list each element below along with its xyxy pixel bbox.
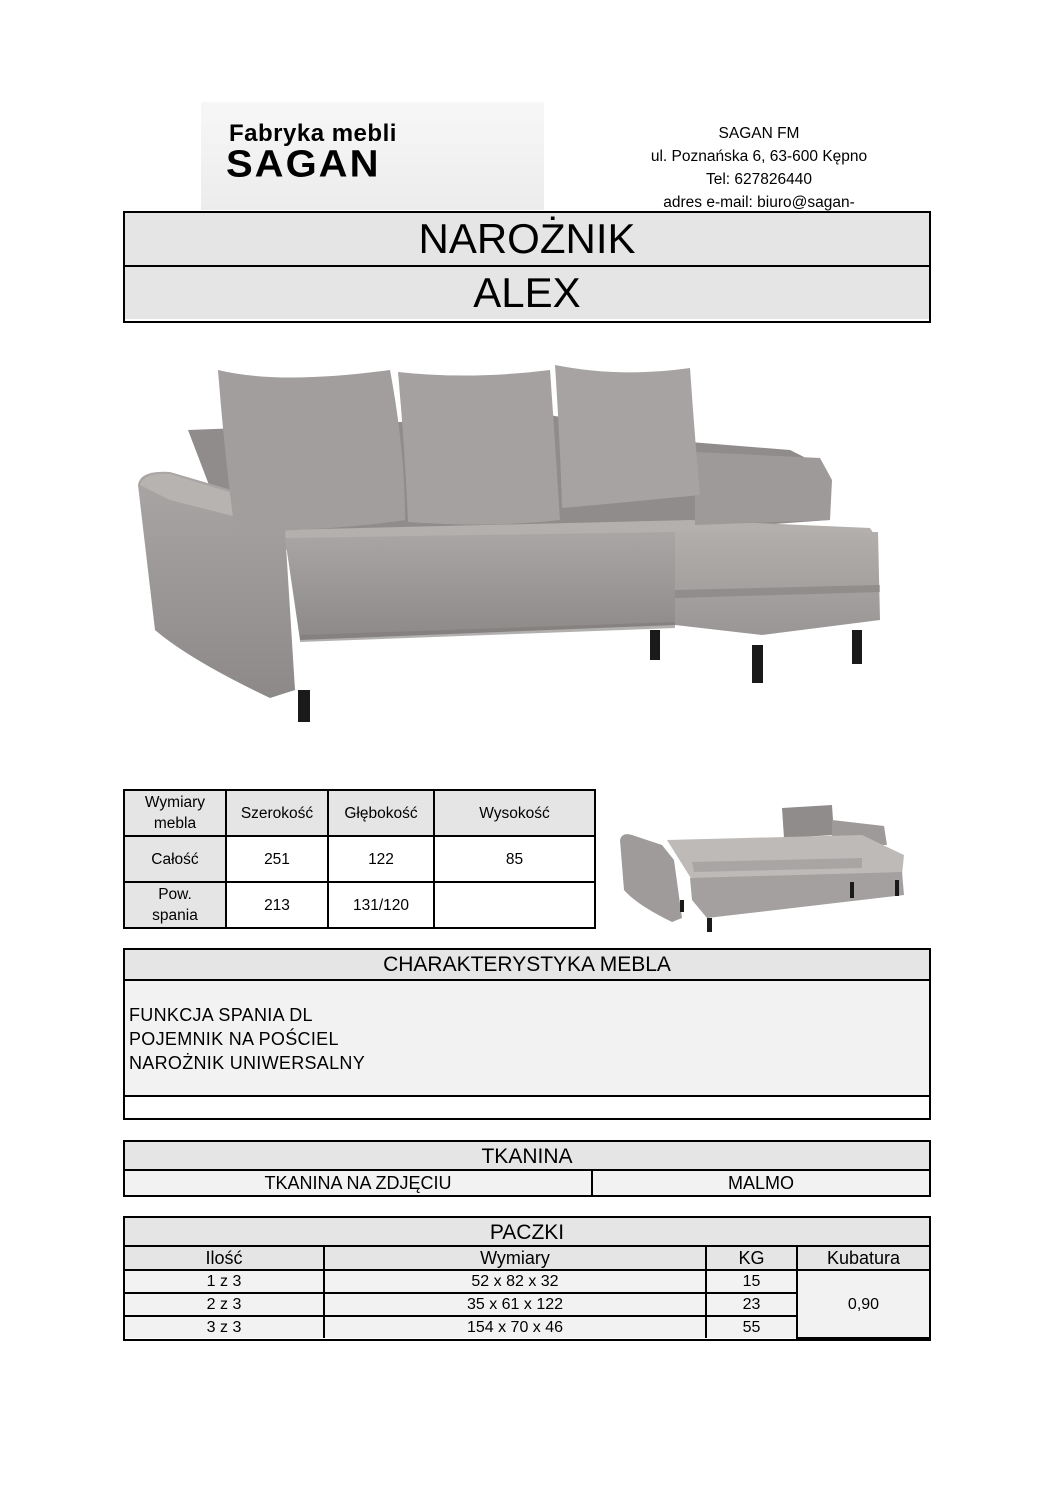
package-row: [125, 1270, 929, 1293]
logo-line1: Fabryka mebli: [229, 120, 397, 147]
row-label: Całość: [124, 836, 226, 882]
packages-header-row: [125, 1247, 929, 1270]
dimensions-header-width: Szerokość: [226, 790, 328, 836]
package-qty: 3 z 3: [125, 1316, 324, 1338]
company-address: ul. Poznańska 6, 63-600 Kępno: [650, 148, 868, 165]
company-phone: Tel: 627826440: [705, 171, 812, 188]
features-section: [123, 948, 931, 1120]
sofa-bed-photo: [612, 800, 912, 935]
package-qty: 1 z 3: [125, 1270, 324, 1293]
fabric-value: MALMO: [727, 1173, 794, 1193]
dimensions-table: [123, 789, 596, 929]
dimensions-header-row: [124, 790, 595, 836]
package-qty: 2 z 3: [125, 1293, 324, 1316]
company-name: SAGAN FM: [718, 125, 800, 142]
packages-section: [123, 1216, 931, 1341]
fabric-section: [123, 1140, 931, 1197]
packages-header-volume: Kubatura: [797, 1247, 929, 1270]
company-email: adres e-mail: biuro@sagan-: [663, 194, 855, 211]
row-label-text: Pow. spania: [152, 886, 198, 924]
package-volume: 0,90: [797, 1270, 929, 1338]
package-dims: 52 x 82 x 32: [324, 1270, 706, 1293]
feature-item: POJEMNIK NA POŚCIEL: [129, 1029, 339, 1049]
packages-table: [125, 1247, 929, 1339]
title-box: [123, 211, 931, 323]
features-list: [125, 981, 929, 1097]
dimensions-row: [124, 882, 595, 928]
row-label: [124, 882, 226, 928]
dimensions-header-depth: Głębokość: [328, 790, 434, 836]
features-title: CHARAKTERYSTYKA MEBLA: [125, 950, 929, 981]
dimensions-row: [124, 836, 595, 882]
contact-block: [600, 122, 918, 214]
packages-title: PACZKI: [125, 1218, 929, 1247]
row-depth: 131/120: [328, 882, 434, 928]
logo-line2: SAGAN: [226, 143, 381, 185]
package-dims: 35 x 61 x 122: [324, 1293, 706, 1316]
package-dims: 154 x 70 x 46: [324, 1316, 706, 1338]
row-width: 213: [226, 882, 328, 928]
row-height: [434, 882, 595, 928]
dimensions-header-text: Wymiary mebla: [144, 794, 206, 832]
packages-header-qty: Ilość: [125, 1247, 324, 1270]
feature-item: NAROŻNIK UNIWERSALNY: [129, 1053, 366, 1073]
row-depth: 122: [328, 836, 434, 882]
fabric-row: [125, 1171, 929, 1195]
feature-item: FUNKCJA SPANIA DL: [129, 1005, 313, 1025]
row-width: 251: [226, 836, 328, 882]
company-logo: [201, 102, 544, 210]
fabric-label: TKANINA NA ZDJĘCIU: [125, 1171, 593, 1195]
dimensions-header-label: [124, 790, 226, 836]
dimensions-header-height: Wysokość: [434, 790, 595, 836]
package-kg: 23: [706, 1293, 797, 1316]
packages-header-kg: KG: [706, 1247, 797, 1270]
product-name: ALEX: [125, 267, 929, 319]
sofa-photo: [130, 360, 890, 730]
fabric-title: TKANINA: [125, 1142, 929, 1171]
product-type: NAROŻNIK: [125, 213, 929, 267]
package-kg: 55: [706, 1316, 797, 1338]
packages-header-dims: Wymiary: [324, 1247, 706, 1270]
package-kg: 15: [706, 1270, 797, 1293]
row-height: 85: [434, 836, 595, 882]
